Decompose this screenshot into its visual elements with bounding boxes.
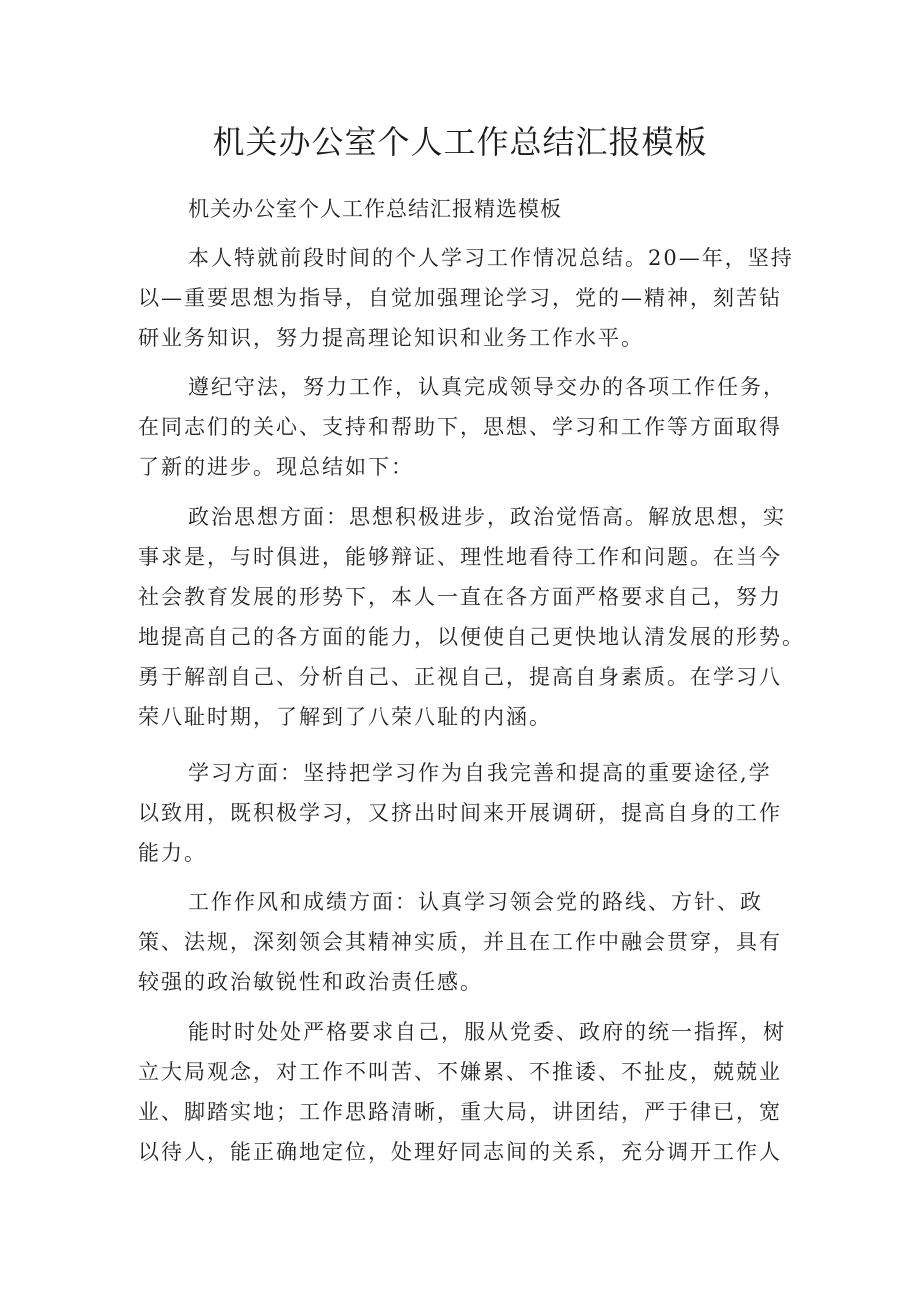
paragraph-line: 政治思想方面：思想积极进步，政治觉悟高。解放思想，实 xyxy=(188,505,786,529)
paragraph-line: 本人特就前段时间的个人学习工作情况总结。20—年，坚持 xyxy=(188,246,794,270)
paragraph-line: 事求是，与时俱进，能够辩证、理性地看待工作和问题。在当今 xyxy=(138,545,782,569)
paragraph-line: 策、法规，深刻领会其精神实质，并且在工作中融会贯穿，具有 xyxy=(138,930,782,954)
document-title: 机关办公室个人工作总结汇报模板 xyxy=(212,123,708,161)
paragraph-line: 立大局观念，对工作不叫苦、不嫌累、不推诿、不扯皮，兢兢业 xyxy=(138,1060,782,1084)
paragraph-5 xyxy=(138,882,782,1002)
paragraph-line: 以待人，能正确地定位，处理好同志间的关系，充分调开工作人 xyxy=(138,1140,782,1164)
paragraph-line: 地提高自己的各方面的能力，以便使自己更快地认清发展的形势。 xyxy=(138,625,805,649)
paragraph-line: 工作作风和成绩方面：认真学习领会党的路线、方针、政 xyxy=(188,890,763,914)
paragraph-1 xyxy=(138,238,794,358)
paragraph-line: 以—重要思想为指导，自觉加强理论学习，党的—精神，刻苦钻 xyxy=(138,286,782,310)
paragraph-line: 荣八耻时期，了解到了八荣八耻的内涵。 xyxy=(138,705,552,729)
paragraph-line: 在同志们的关心、支持和帮助下，思想、学习和工作等方面取得 xyxy=(138,415,782,439)
paragraph-line: 研业务知识，努力提高理论知识和业务工作水平。 xyxy=(138,326,644,350)
paragraph-line: 能时时处处严格要求自己，服从党委、政府的统一指挥，树 xyxy=(188,1020,786,1044)
paragraph-line: 能力。 xyxy=(138,841,207,865)
paragraph-4 xyxy=(138,753,782,873)
paragraph-line: 业、脚踏实地；工作思路清晰，重大局，讲团结，严于律已，宽 xyxy=(138,1100,782,1124)
paragraph-line: 以致用，既积极学习，又挤出时间来开展调研，提高自身的工作 xyxy=(138,801,782,825)
paragraph-line: 勇于解剖自己、分析自己、正视自己，提高自身素质。在学习八 xyxy=(138,665,782,689)
paragraph-3 xyxy=(138,497,805,737)
paragraph-6 xyxy=(138,1012,786,1172)
paragraph-line: 学习方面：坚持把学习作为自我完善和提高的重要途径,学 xyxy=(188,761,772,785)
paragraph-2 xyxy=(138,367,786,487)
paragraph-line: 较强的政治敏锐性和政治责任感。 xyxy=(138,970,483,994)
paragraph-line: 遵纪守法，努力工作，认真完成领导交办的各项工作任务， xyxy=(188,375,786,399)
paragraph-line: 社会教育发展的形势下，本人一直在各方面严格要求自己，努力 xyxy=(138,585,782,609)
document-subtitle: 机关办公室个人工作总结汇报精选模板 xyxy=(188,197,562,221)
paragraph-line: 了新的进步。现总结如下： xyxy=(138,455,414,479)
